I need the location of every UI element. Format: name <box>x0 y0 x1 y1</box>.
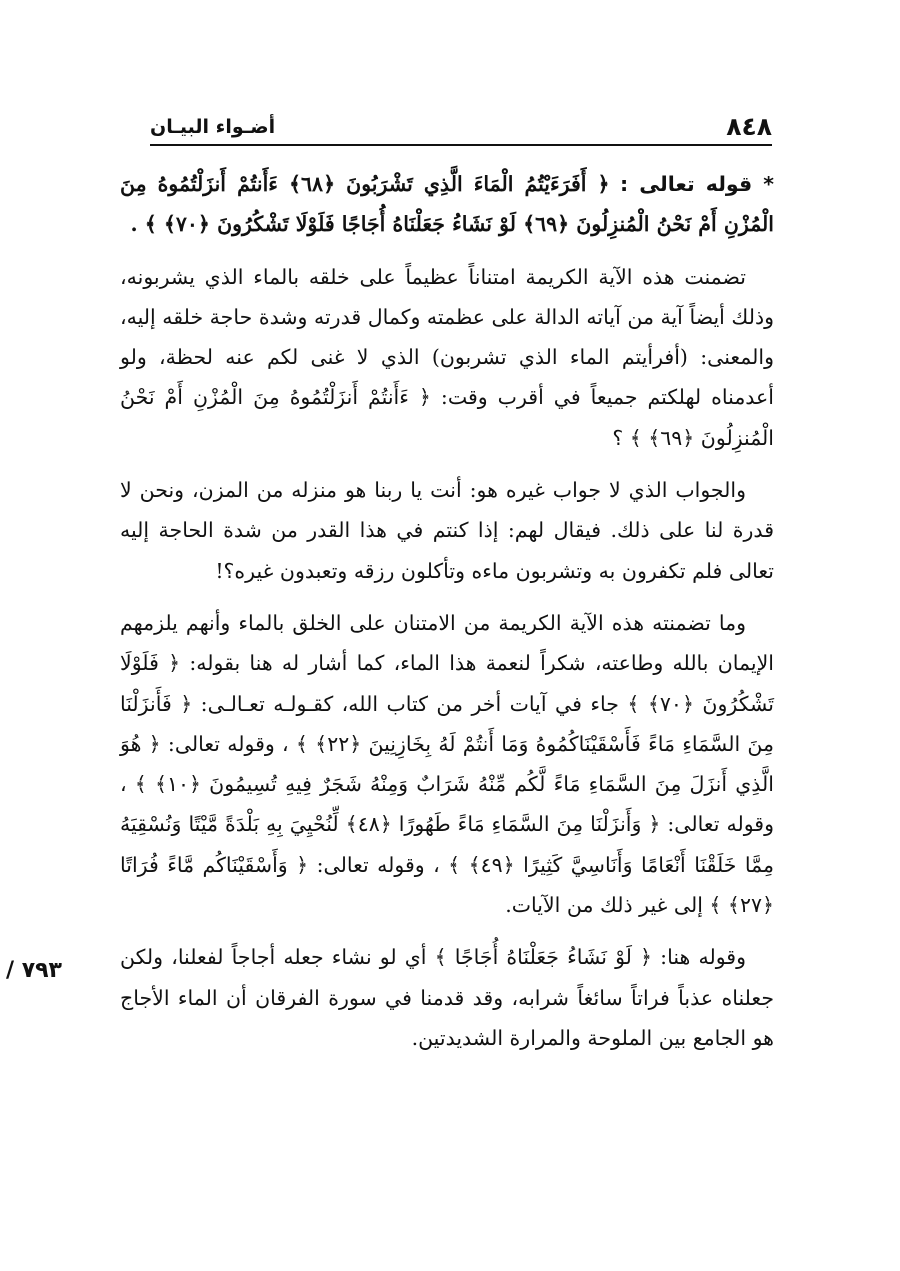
body-paragraph-1: تضمنت هذه الآية الكريمة امتناناً عظيماً على خلقه بالماء الذي يشربونه، وذلك أيضاً آية من آياته الدالة على عظمته وكمال قدرته وشدة حاجة خلقه إليه، والمعنى: (أفرأيتم الماء الذي تشربون) الذي لا غنى لكم عنه لحظة، ولو أعدمناه لهلكتم جميعاً في أقرب وقت: ﴿ ءَأَنتُمْ أَنزَلْتُمُوهُ مِنَ الْمُزْنِ أَمْ نَحْنُ الْمُنزِلُونَ ﴿٦٩﴾ ﴾ ؟ <box>120 264 774 450</box>
margin-page-reference: ٧٩٣ / <box>6 958 62 983</box>
header-rule <box>150 144 772 146</box>
body-paragraph-2: والجواب الذي لا جواب غيره هو: أنت يا ربنا هو منزله من المزن، ونحن لا قدرة لنا على ذلك. فيقال لهم: إذا كنتم في هذا القدر من شدة الحاجة إليه تعالى فلم تكفرون به وتشربون ماءه وتأكلون رزقه وتعبدون غيره؟! <box>120 478 774 583</box>
intro-paragraph <box>120 164 774 245</box>
page-body <box>120 164 774 1070</box>
body-paragraph-4: وقوله هنا: ﴿ لَوْ نَشَاءُ جَعَلْنَاهُ أُجَاجًا ﴾ أي لو نشاء جعله أجاجاً لفعلنا، ولكن جعلناه عذباً فراتاً سائغاً شرابه، وقد قدمنا في سورة الفرقان أن الماء الأجاج هو الجامع بين الملوحة والمرارة الشديدتين. <box>120 945 774 1050</box>
intro-lead: * قوله تعالى : <box>620 172 774 196</box>
page-number: ٨٤٨ <box>726 112 772 141</box>
intro-verse: ﴿ أَفَرَءَيْتُمُ الْمَاءَ الَّذِي تَشْرَبُونَ ﴿٦٨﴾ ءَأَنتُمْ أَنزَلْتُمُوهُ مِنَ الْمُزْنِ أَمْ نَحْنُ الْمُنزِلُونَ ﴿٦٩﴾ لَوْ نَشَاءُ جَعَلْنَاهُ أُجَاجًا فَلَوْلَا تَشْكُرُونَ ﴿٧٠﴾ ﴾ . <box>120 172 774 237</box>
body-paragraph-3: وما تضمنته هذه الآية الكريمة من الامتنان على الخلق بالماء وأنهم يلزمهم الإيمان بالله وطاعته، شكراً لنعمة هذا الماء، كما أشار له هنا بقوله: ﴿ فَلَوْلَا تَشْكُرُونَ ﴿٧٠﴾ ﴾ جاء في آيات أخر من كتاب الله، كقـولـه تعـالـى: ﴿ فَأَنزَلْنَا مِنَ السَّمَاءِ مَاءً فَأَسْقَيْنَاكُمُوهُ وَمَا أَنتُمْ لَهُ بِخَازِنِينَ ﴿٢٢﴾ ﴾ ، وقوله تعالى: ﴿ هُوَ الَّذِي أَنزَلَ مِنَ السَّمَاءِ مَاءً لَّكُم مِّنْهُ شَرَابٌ وَمِنْهُ شَجَرٌ فِيهِ تُسِيمُونَ ﴿١٠﴾ ﴾ ، وقوله تعالى: ﴿ وَأَنزَلْنَا مِنَ السَّمَاءِ مَاءً طَهُورًا ﴿٤٨﴾ لِّنُحْيِيَ بِهِ بَلْدَةً مَّيْتًا وَنُسْقِيَهُ مِمَّا خَلَقْنَا أَنْعَامًا وَأَنَاسِيَّ كَثِيرًا ﴿٤٩﴾ ﴾ ، وقوله تعالى: ﴿ وَأَسْقَيْنَاكُم مَّاءً فُرَاتًا ﴿٢٧﴾ ﴾ إلى غير ذلك من الآيات. <box>120 610 775 918</box>
page-header <box>150 112 772 146</box>
running-title: أضـواء البيـان <box>150 116 276 138</box>
